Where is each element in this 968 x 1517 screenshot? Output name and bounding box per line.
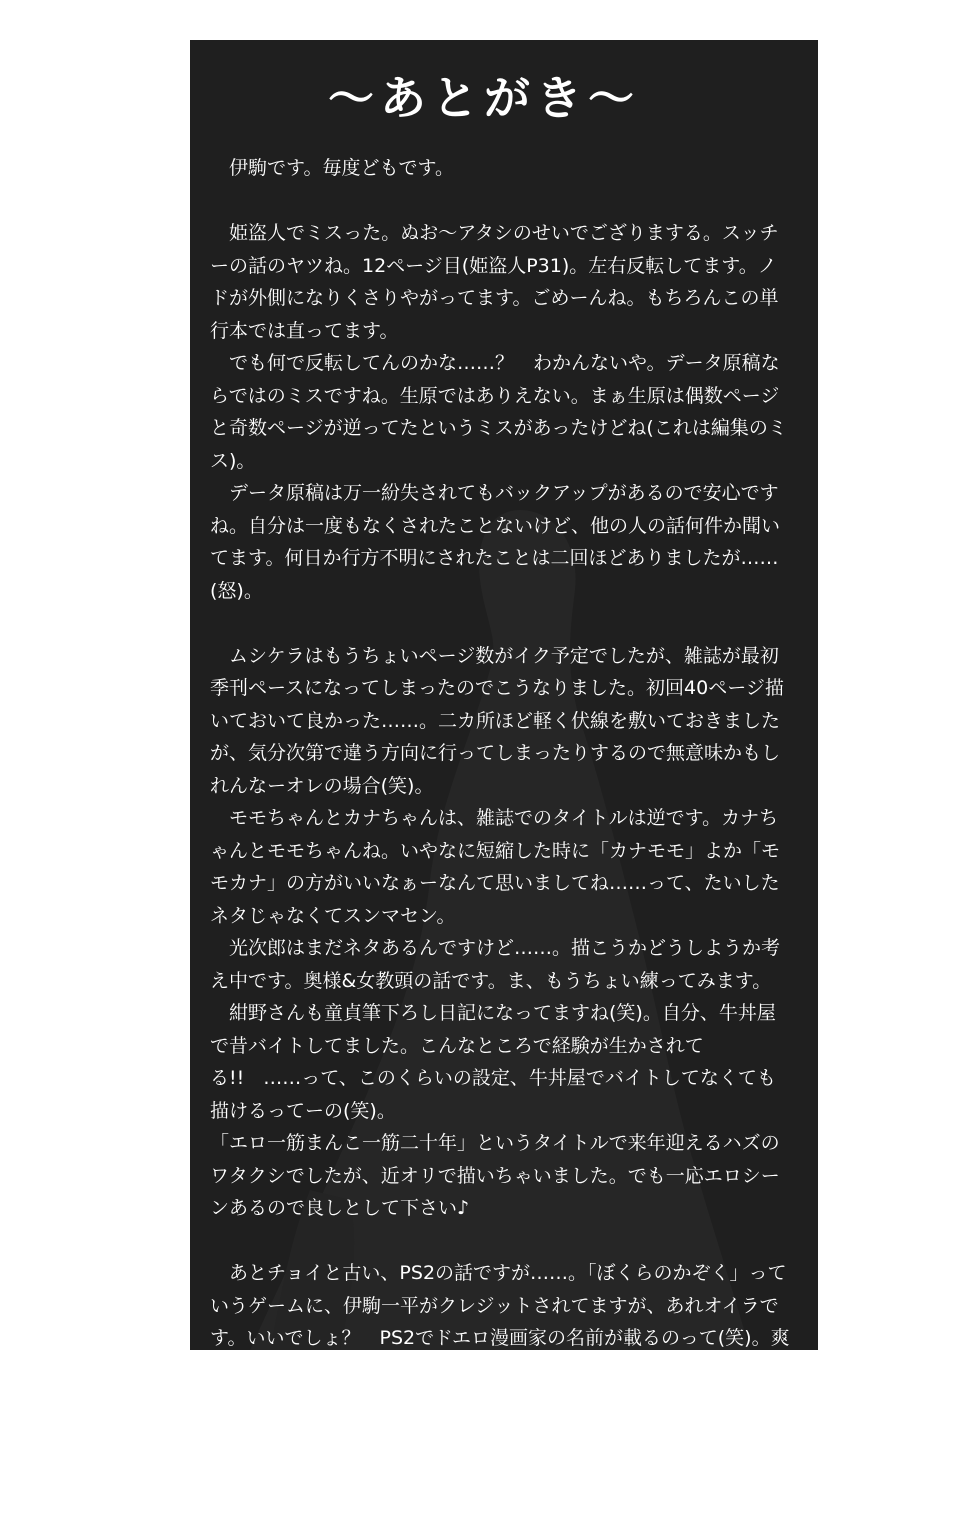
paragraph: でも何で反転してんのかな……？ わかんないや。データ原稿ならではのミスですね。生原ではありえない。まぁ生原は偶数ページと奇数ページが逆ってたというミスがあったけどね(これは編集のミス)。 <box>210 347 790 477</box>
paragraph: 「エロ一筋まんこ一筋二十年」というタイトルで来年迎えるハズのワタクシでしたが、近オリで描いちゃいました。でも一応エロシーンあるので良しとして下さい♪ <box>210 1127 790 1225</box>
paragraph: 姫盗人でミスった。ぬお〜アタシのせいでござりまする。スッチーの話のヤツね。12ページ目(姫盗人P31)。左右反転してます。ノドが外側になりくさりやがってます。ごめーんね。もちろんこの単行本では直ってます。 <box>210 217 790 347</box>
page-title: 〜あとがき〜 <box>0 62 968 128</box>
paragraph: データ原稿は万一紛失されてもバックアップがあるので安心ですね。自分は一度もなくされたことないけど、他の人の話何件か聞いてます。何日か行方不明にされたことは二回ほどありましたが……(怒)。 <box>210 477 790 607</box>
paragraph: 紺野さんも童貞筆下ろし日記になってますね(笑)。自分、牛丼屋で昔バイトしてました。こんなところで経験が生かされてる!! ……って、このくらいの設定、牛丼屋でバイトしてなくても描けるってーの(笑)。 <box>210 997 790 1127</box>
afterword-body <box>210 152 790 1517</box>
paragraph: あとチョイと古い、PS2の話ですが……。「ぼくらのかぞく」っていうゲームに、伊駒一平がクレジットされてますが、あれオイラです。いいでしょ？ PS2でドエロ漫画家の名前が載るのって(笑)。爽快ですね。まぁね……ゲームはアレですけどね……(笑)。報告するようなことでもないので、今まで書きませんでした。そりゃキャラデザやってりゃ当然どーんと書いてましたよ(笑)。 <box>210 1257 790 1452</box>
blank-line <box>210 1452 790 1485</box>
paragraph: ではまた!! <box>210 1485 790 1517</box>
paragraph: モモちゃんとカナちゃんは、雑誌でのタイトルは逆です。カナちゃんとモモちゃんね。いやなに短縮した時に「カナモモ」よか「モモカナ」の方がいいなぁーなんて思いましてね……って、たいしたネタじゃなくてスンマセン。 <box>210 802 790 932</box>
blank-line <box>210 607 790 640</box>
paragraph: 伊駒です。毎度どもです。 <box>210 152 790 185</box>
paragraph: 光次郎はまだネタあるんですけど……。描こうかどうしようか考え中です。奥様&女教頭の話です。ま、もうちょい練ってみます。 <box>210 932 790 997</box>
blank-line <box>210 1225 790 1258</box>
paragraph: ムシケラはもうちょいページ数がイク予定でしたが、雑誌が最初季刊ペースになってしまったのでこうなりました。初回40ページ描いておいて良かった……。二カ所ほど軽く伏線を敷いておきましたが、気分次第で違う方向に行ってしまったりするので無意味かもしれんなーオレの場合(笑)。 <box>210 640 790 803</box>
blank-line <box>210 185 790 218</box>
